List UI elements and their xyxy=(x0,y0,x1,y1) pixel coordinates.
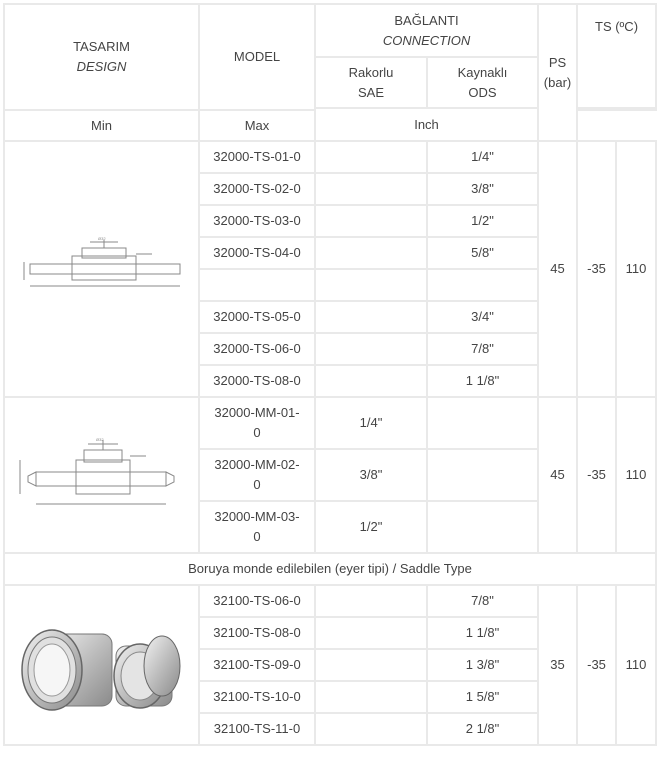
sae-cell xyxy=(315,141,427,173)
header-ps xyxy=(538,4,577,141)
header-connection-tr: BAĞLANTI xyxy=(394,12,459,28)
group3-ps: 35 xyxy=(538,585,577,745)
table-row: 32000-TS-04-0 xyxy=(199,237,315,269)
ods-cell: 7/8" xyxy=(427,585,538,617)
group3-max: 110 xyxy=(616,585,656,745)
model-line-a: 32000-MM-01- xyxy=(214,405,300,420)
sae-cell: 3/8" xyxy=(315,449,427,501)
ods-cell: 1 1/8" xyxy=(427,365,538,397)
ods-cell: 1/2" xyxy=(427,205,538,237)
group2-min: -35 xyxy=(577,397,616,553)
group1-ps: 45 xyxy=(538,141,577,397)
ods-cell: 1 5/8" xyxy=(427,681,538,713)
header-unit: Inch xyxy=(315,108,538,141)
design-drawing-ts xyxy=(4,141,199,397)
ods-cell: 1 1/8" xyxy=(427,617,538,649)
sae-cell xyxy=(315,649,427,681)
header-max: Max xyxy=(199,110,315,141)
model-line-a: 32000-MM-03- xyxy=(214,509,300,524)
ods-cell: 5/8" xyxy=(427,237,538,269)
model-line-b: 0 xyxy=(253,529,261,544)
header-sae-en: SAE xyxy=(357,84,384,100)
sae-cell xyxy=(315,205,427,237)
header-ps-label: PS xyxy=(548,54,567,70)
sae-cell xyxy=(315,333,427,365)
header-sae-tr: Rakorlu xyxy=(348,64,394,80)
sae-cell xyxy=(315,365,427,397)
svg-text:Ø32: Ø32 xyxy=(95,437,104,442)
header-design-en: DESIGN xyxy=(76,59,127,74)
table-row: 32100-TS-08-0 xyxy=(199,617,315,649)
ods-cell: 1 3/8" xyxy=(427,649,538,681)
sae-cell xyxy=(315,617,427,649)
table-row: 32000-TS-01-0 xyxy=(199,141,315,173)
ods-cell xyxy=(427,269,538,301)
svg-text:Ø32: Ø32 xyxy=(97,236,106,241)
sight-glass-sae-drawing xyxy=(12,430,192,520)
header-ods xyxy=(427,57,538,108)
ods-cell: 7/8" xyxy=(427,333,538,365)
table-row: 32100-TS-10-0 xyxy=(199,681,315,713)
table-row: 32000-TS-03-0 xyxy=(199,205,315,237)
header-connection xyxy=(315,4,538,57)
table-row: 32100-TS-06-0 xyxy=(199,585,315,617)
group2-ps: 45 xyxy=(538,397,577,553)
header-ts xyxy=(577,4,656,108)
ods-cell: 3/8" xyxy=(427,173,538,205)
ods-cell: 1/4" xyxy=(427,141,538,173)
ods-cell: 3/4" xyxy=(427,301,538,333)
sae-cell xyxy=(315,301,427,333)
sae-cell xyxy=(315,713,427,745)
table-row xyxy=(199,449,315,501)
model-line-a: 32000-MM-02- xyxy=(214,457,300,472)
table-row: 32100-TS-09-0 xyxy=(199,649,315,681)
table-row: 32100-TS-11-0 xyxy=(199,713,315,745)
header-model: MODEL xyxy=(199,4,315,110)
ods-cell xyxy=(427,449,538,501)
group3-min: -35 xyxy=(577,585,616,745)
table-row xyxy=(199,269,315,301)
table-row: 32000-TS-05-0 xyxy=(199,301,315,333)
sae-cell xyxy=(315,237,427,269)
sae-cell xyxy=(315,585,427,617)
header-sae xyxy=(315,57,427,108)
sae-cell xyxy=(315,269,427,301)
table-row: 32000-TS-08-0 xyxy=(199,365,315,397)
sae-cell: 1/2" xyxy=(315,501,427,553)
saddle-sight-glass-photo xyxy=(12,610,192,720)
group2-max: 110 xyxy=(616,397,656,553)
header-blank-1 xyxy=(577,108,616,110)
ods-cell: 2 1/8" xyxy=(427,713,538,745)
group1-min: -35 xyxy=(577,141,616,397)
table-row xyxy=(199,501,315,553)
sae-cell: 1/4" xyxy=(315,397,427,449)
header-ps-unit: (bar) xyxy=(543,74,572,90)
design-drawing-mm xyxy=(4,397,199,553)
design-photo-saddle xyxy=(4,585,199,745)
table-row xyxy=(199,397,315,449)
header-ts-label: TS (ºC) xyxy=(595,19,639,34)
sight-glass-ods-drawing xyxy=(12,234,192,304)
ods-cell xyxy=(427,397,538,449)
sae-cell xyxy=(315,681,427,713)
spec-table xyxy=(3,3,657,746)
header-design-tr: TASARIM xyxy=(73,39,130,54)
header-min: Min xyxy=(4,110,199,141)
header-blank-2 xyxy=(616,108,656,110)
header-connection-en: CONNECTION xyxy=(382,32,471,48)
table-row: 32000-TS-02-0 xyxy=(199,173,315,205)
header-ods-tr: Kaynaklı xyxy=(457,64,508,80)
sae-cell xyxy=(315,173,427,205)
ods-cell xyxy=(427,501,538,553)
header-design xyxy=(4,4,199,110)
model-line-b: 0 xyxy=(253,477,261,492)
header-ods-en: ODS xyxy=(468,84,497,100)
table-row: 32000-TS-06-0 xyxy=(199,333,315,365)
saddle-type-title: Boruya monde edilebilen (eyer tipi) / Saddle Type xyxy=(4,553,656,585)
model-line-b: 0 xyxy=(253,425,261,440)
group1-max: 110 xyxy=(616,141,656,397)
